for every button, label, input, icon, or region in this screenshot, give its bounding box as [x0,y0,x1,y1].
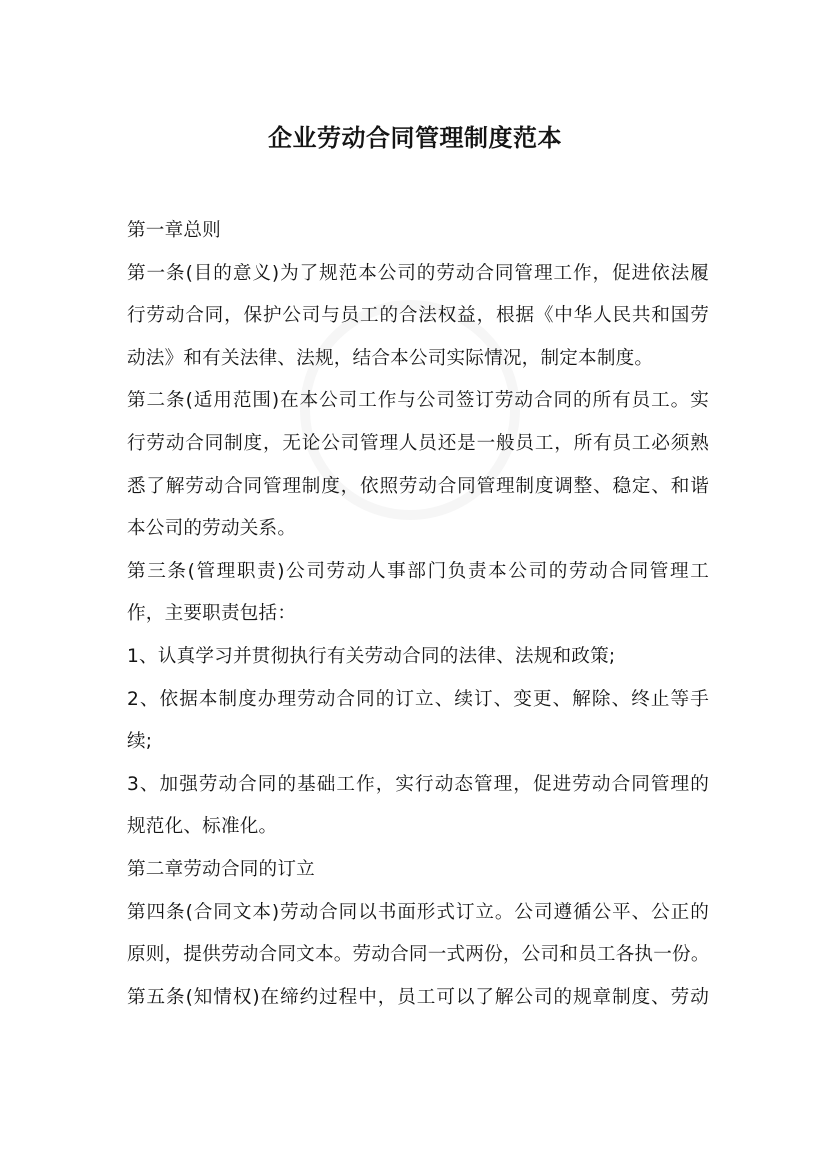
paragraph-line: 第四条(合同文本)劳动合同以书面形式订立。公司遵循公平、公正的 [127,901,709,923]
paragraph-line: 第三条(管理职责)公司劳动人事部门负责本公司的劳动合同管理工 [127,560,709,582]
chapter-heading: 第一章总则 [127,220,221,241]
paragraph-line: 第一条(目的意义)为了规范本公司的劳动合同管理工作，促进依法履 [127,262,709,284]
paragraph-line: 第五条(知情权)在缔约过程中，员工可以了解公司的规章制度、劳动 [127,986,709,1008]
paragraph-line: 本公司的劳动关系。 [127,518,297,540]
list-item-continuation: 规范化、标准化。 [127,816,278,838]
paragraph-line: 原则，提供劳动合同文本。劳动合同一式两份，公司和员工各执一份。 [127,944,710,966]
paragraph-line: 第二条(适用范围)在本公司工作与公司签订劳动合同的所有员工。实 [127,390,709,412]
paragraph-line: 行劳动合同，保护公司与员工的合法权益，根据《中华人民共和国劳 [127,305,709,327]
list-item: 2、依据本制度办理劳动合同的订立、续订、变更、解除、终止等手 [127,688,709,710]
chapter-heading: 第二章劳动合同的订立 [127,858,315,880]
list-item-continuation: 续; [127,731,153,753]
document-body [127,215,709,1024]
paragraph-line: 行劳动合同制度，无论公司管理人员还是一般员工，所有员工必须熟 [127,432,709,454]
list-item: 3、加强劳动合同的基础工作，实行动态管理，促进劳动合同管理的 [127,773,709,795]
paragraph-line: 动法》和有关法律、法规，结合本公司实际情况，制定本制度。 [127,347,654,369]
paragraph-line: 悉了解劳动合同管理制度，依照劳动合同管理制度调整、稳定、和谐 [127,475,709,497]
paragraph-line: 作，主要职责包括： [127,603,297,625]
document-title: 企业劳动合同管理制度范本 [268,124,562,152]
list-item: 1、认真学习并贯彻执行有关劳动合同的法律、法规和政策; [127,645,616,667]
